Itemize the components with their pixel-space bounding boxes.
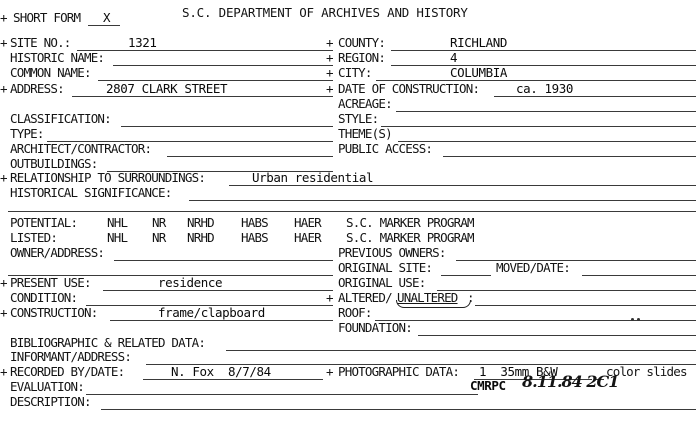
potential-haer: HAER [294, 215, 321, 230]
roof-label: ROOF: [338, 305, 372, 320]
city-label: CITY: [338, 65, 372, 80]
informant-label: INFORMANT/ADDRESS: [10, 349, 132, 364]
region-value: 4 [450, 50, 458, 65]
color-slides-label: color slides [606, 364, 687, 379]
themes-label: THEME(S) [338, 126, 392, 141]
type-label: TYPE: [10, 126, 44, 141]
unaltered-label: UNALTERED [397, 290, 458, 305]
listed-nr: NR [152, 230, 166, 245]
significance-label: HISTORICAL SIGNIFICANCE: [10, 185, 172, 200]
plus-marker: + [0, 35, 7, 50]
plus-marker: + [0, 81, 7, 96]
present-use-label: PRESENT USE: [10, 275, 91, 290]
county-label: COUNTY: [338, 35, 386, 50]
historic-name-label: HISTORIC NAME: [10, 50, 105, 65]
original-site-label: ORIGINAL SITE: [338, 260, 433, 275]
altered-label: ALTERED/ [338, 290, 392, 305]
potential-nhl: NHL [107, 215, 128, 230]
form-title: S.C. DEPARTMENT OF ARCHIVES AND HISTORY [182, 5, 468, 20]
potential-nr: NR [152, 215, 166, 230]
plus-marker: + [326, 81, 333, 96]
potential-habs: HABS [241, 215, 268, 230]
relationship-label: RELATIONSHIP TO SURROUNDINGS: [10, 170, 206, 185]
construction-label: CONSTRUCTION: [10, 305, 98, 320]
plus-marker: + [0, 170, 7, 185]
plus-marker: + [0, 10, 7, 25]
listed-nrhd: NRHD [187, 230, 214, 245]
construction-value: frame/clapboard [158, 305, 265, 320]
date-construction-value: ca. 1930 [516, 81, 574, 96]
plus-marker: + [0, 364, 7, 379]
listed-habs: HABS [241, 230, 268, 245]
plus-marker: + [0, 305, 7, 320]
relationship-value: Urban residential [252, 170, 374, 185]
potential-label: POTENTIAL: [10, 215, 78, 230]
plus-marker: + [326, 364, 333, 379]
short-form-value: X [103, 10, 111, 25]
listed-haer: HAER [294, 230, 321, 245]
original-use-label: ORIGINAL USE: [338, 275, 426, 290]
plus-marker: + [326, 65, 333, 80]
site-no-label: SITE NO.: [10, 35, 71, 50]
description-label: DESCRIPTION: [10, 394, 91, 409]
present-use-value: residence [158, 275, 223, 290]
listed-marker: S.C. MARKER PROGRAM [346, 230, 474, 245]
county-value: RICHLAND [450, 35, 508, 50]
public-access-label: PUBLIC ACCESS: [338, 141, 433, 156]
city-value: COLUMBIA [450, 65, 508, 80]
site-no-value: 1321 [128, 35, 157, 50]
photo-value: 1 35mm B&W [479, 364, 558, 379]
architect-label: ARCHITECT/CONTRACTOR: [10, 141, 152, 156]
common-name-label: COMMON NAME: [10, 65, 91, 80]
potential-nrhd: NRHD [187, 215, 214, 230]
biblio-label: BIBLIOGRAPHIC & RELATED DATA: [10, 335, 206, 350]
listed-label: LISTED: [10, 230, 58, 245]
recorded-label: RECORDED BY/DATE: [10, 364, 125, 379]
date-construction-label: DATE OF CONSTRUCTION: [338, 81, 480, 96]
plus-marker: + [326, 50, 333, 65]
previous-owners-label: PREVIOUS OWNERS: [338, 245, 446, 260]
address-value: 2807 CLARK STREET [106, 81, 228, 96]
ink-dot [637, 318, 640, 321]
address-label: ADDRESS: [10, 81, 64, 96]
recorded-value: N. Fox 8/7/84 [171, 364, 271, 379]
plus-marker: + [326, 35, 333, 50]
plus-marker: + [326, 290, 333, 305]
handwritten-circle-mark [396, 300, 471, 308]
acreage-label: ACREAGE: [338, 96, 392, 111]
altered-colon: : [467, 290, 474, 305]
foundation-label: FOUNDATION: [338, 320, 412, 335]
owner-label: OWNER/ADDRESS: [10, 245, 105, 260]
ink-dot [631, 318, 634, 321]
evaluation-label: EVALUATION: [10, 379, 84, 394]
moved-date-label: MOVED/DATE: [496, 260, 570, 275]
photo-label: PHOTOGRAPHIC DATA: [338, 364, 460, 379]
potential-marker: S.C. MARKER PROGRAM [346, 215, 474, 230]
style-label: STYLE: [338, 111, 379, 126]
photo-note: CMRPC [470, 378, 506, 393]
outbuildings-label: OUTBUILDINGS: [10, 156, 98, 171]
plus-marker: + [0, 275, 7, 290]
photo-handwritten-note: 8.11.84 2C1 [522, 372, 619, 391]
region-label: REGION: [338, 50, 386, 65]
short-form-label: SHORT FORM [13, 10, 81, 25]
listed-nhl: NHL [107, 230, 128, 245]
classification-label: CLASSIFICATION: [10, 111, 111, 126]
condition-label: CONDITION: [10, 290, 78, 305]
